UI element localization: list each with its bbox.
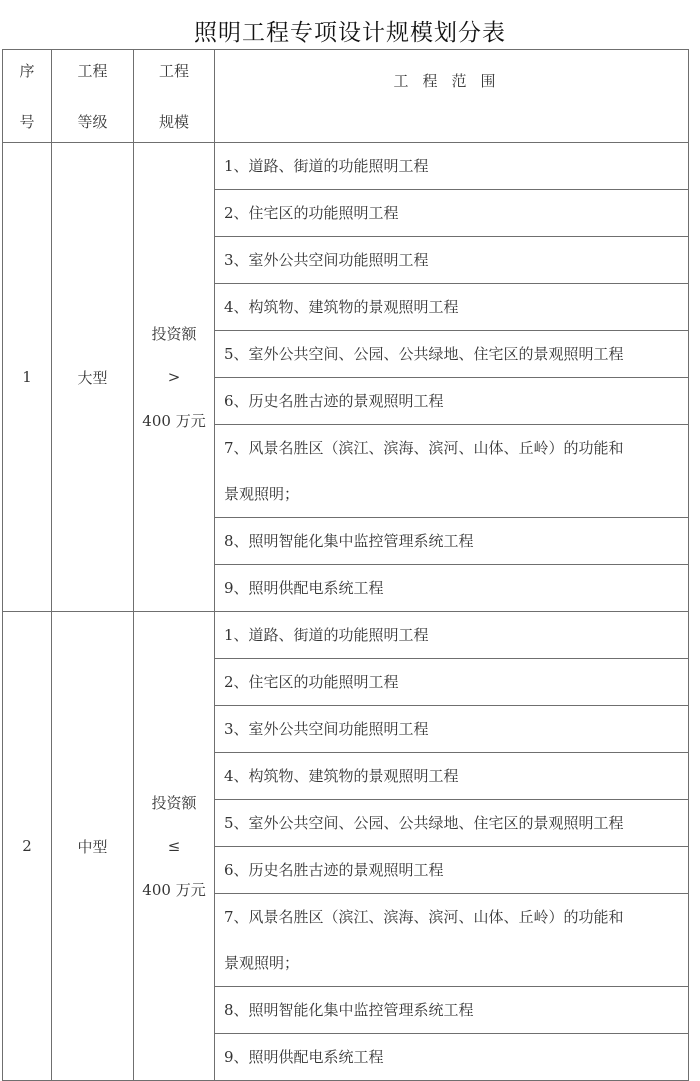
scope-item <box>215 425 689 518</box>
scale-line: 400 万元 <box>142 881 206 899</box>
scope-item: 9、照明供配电系统工程 <box>215 1034 689 1081</box>
scale-line: 400 万元 <box>142 412 206 430</box>
header-seq-line1: 序 <box>19 62 35 80</box>
scale-cell <box>134 143 215 612</box>
scope-item: 5、室外公共空间、公园、公共绿地、住宅区的景观照明工程 <box>215 331 689 378</box>
scope-item: 1、道路、街道的功能照明工程 <box>215 612 689 659</box>
header-grade <box>52 50 134 143</box>
scope-item: 2、住宅区的功能照明工程 <box>215 659 689 706</box>
scale-line: > <box>167 368 181 386</box>
scope-item: 4、构筑物、建筑物的景观照明工程 <box>215 284 689 331</box>
scale-cell <box>134 612 215 1081</box>
scope-item-line: 7、风景名胜区（滨江、滨海、滨河、山体、丘岭）的功能和 <box>224 439 624 457</box>
scope-item: 3、室外公共空间功能照明工程 <box>215 706 689 753</box>
header-grade-line2: 等级 <box>77 113 108 131</box>
scope-item: 9、照明供配电系统工程 <box>215 565 689 612</box>
header-scale-line2: 规模 <box>158 113 189 131</box>
header-scope: 工程范围 <box>215 50 689 143</box>
header-seq <box>3 50 52 143</box>
scope-item: 4、构筑物、建筑物的景观照明工程 <box>215 753 689 800</box>
header-grade-line1: 工程 <box>77 62 108 80</box>
scope-item: 3、室外公共空间功能照明工程 <box>215 237 689 284</box>
header-seq-line2: 号 <box>19 113 35 131</box>
page-title: 照明工程专项设计规模划分表 <box>194 20 506 46</box>
scope-item: 8、照明智能化集中监控管理系统工程 <box>215 987 689 1034</box>
header-scale-line1: 工程 <box>158 62 189 80</box>
scope-item: 5、室外公共空间、公园、公共绿地、住宅区的景观照明工程 <box>215 800 689 847</box>
scope-item-line: 景观照明； <box>224 485 300 503</box>
header-scale <box>134 50 215 143</box>
grade-cell: 大型 <box>52 143 134 612</box>
scope-item: 2、住宅区的功能照明工程 <box>215 190 689 237</box>
scale-line: 投资额 <box>151 325 197 343</box>
scale-line: 投资额 <box>151 794 197 812</box>
scope-item: 6、历史名胜古迹的景观照明工程 <box>215 847 689 894</box>
header-row <box>3 50 689 143</box>
table-row <box>3 143 689 190</box>
scale-classification-table <box>2 49 689 1081</box>
scope-item: 8、照明智能化集中监控管理系统工程 <box>215 518 689 565</box>
seq-cell: 1 <box>3 143 52 612</box>
scope-item: 1、道路、街道的功能照明工程 <box>215 143 689 190</box>
scale-line: ≤ <box>167 837 181 855</box>
scope-item-line: 景观照明； <box>224 954 300 972</box>
scope-item: 6、历史名胜古迹的景观照明工程 <box>215 378 689 425</box>
table-row <box>3 612 689 659</box>
scope-item <box>215 894 689 987</box>
scope-item-line: 7、风景名胜区（滨江、滨海、滨河、山体、丘岭）的功能和 <box>224 908 624 926</box>
grade-cell: 中型 <box>52 612 134 1081</box>
seq-cell: 2 <box>3 612 52 1081</box>
